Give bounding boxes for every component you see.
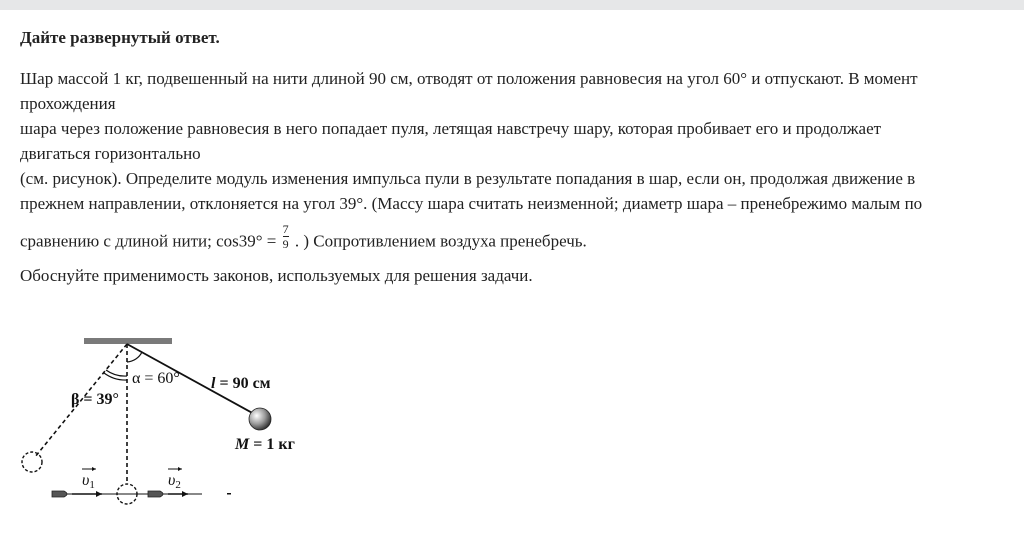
p1-line-2: прохождения xyxy=(20,94,116,113)
p3-line-3-start: сравнению с длиной нити; cos39° = xyxy=(20,231,277,251)
length-rest: = 90 см xyxy=(215,375,271,392)
v1-subscript: 1 xyxy=(89,479,95,491)
p3-line-1: (см. рисунок). Определите модуль изменения импульса пули в результате попадания в шар, если он, продолжая движение в xyxy=(20,169,916,188)
p2-line-2: двигаться горизонтально xyxy=(20,144,201,163)
v1-symbol: υ xyxy=(82,472,90,489)
mass-label xyxy=(234,436,295,453)
beta-label: β = 39° xyxy=(71,391,119,408)
v2-vector-arrow-icon xyxy=(178,467,182,471)
v2-symbol: υ xyxy=(168,472,176,489)
v2-subscript: 2 xyxy=(175,479,181,491)
p3-line-2: прежнем направлении, отклоняется на угол 39°. (Массу шара считать неизменной; диаметр шара – пренебрежимо малым по xyxy=(20,194,923,213)
task-heading: Дайте развернутый ответ. xyxy=(20,28,220,47)
alpha-arc xyxy=(127,352,142,362)
paragraph-3 xyxy=(20,166,1000,257)
beta-arc xyxy=(106,370,127,376)
bullet-before xyxy=(52,491,67,497)
arrowhead-icon xyxy=(182,491,188,497)
ceiling xyxy=(84,338,172,344)
v1-vector-arrow-icon xyxy=(92,467,96,471)
p4-line: Обоснуйте применимость законов, используемых для решения задачи. xyxy=(20,266,533,285)
length-label xyxy=(211,375,271,392)
v2-label xyxy=(168,472,181,491)
p1-line-1: Шар массой 1 кг, подвешенный на нити длиной 90 см, отводят от положения равновесия на угол 60° и отпускают. В момент xyxy=(20,69,918,88)
p3-line-3-end: . ) Сопротивлением воздуха пренебречь. xyxy=(294,231,587,251)
p3-line-3 xyxy=(20,222,1000,257)
v1-label xyxy=(82,472,95,491)
ball xyxy=(249,408,271,430)
top-bar xyxy=(0,0,1024,10)
paragraph-1 xyxy=(20,66,1000,116)
paragraph-4 xyxy=(20,263,1000,288)
paragraph-2 xyxy=(20,116,1000,166)
mass-rest: = 1 кг xyxy=(249,436,295,453)
mass-var: M xyxy=(235,436,250,453)
p2-line-1: шара через положение равновесия в него попадает пуля, летящая навстречу шару, которая пробивает его и продолжает xyxy=(20,119,882,138)
length-var: l xyxy=(211,375,216,392)
ball-deflected-outline xyxy=(22,452,42,472)
alpha-label: α = 60° xyxy=(132,370,180,387)
arrowhead-icon xyxy=(96,491,102,497)
fraction-numerator: 7 xyxy=(282,222,289,236)
bullet-after xyxy=(148,491,163,497)
trail-dot xyxy=(227,493,231,495)
fraction-denominator: 9 xyxy=(282,237,289,251)
cos-fraction xyxy=(283,222,289,251)
pendulum-diagram xyxy=(0,320,330,520)
